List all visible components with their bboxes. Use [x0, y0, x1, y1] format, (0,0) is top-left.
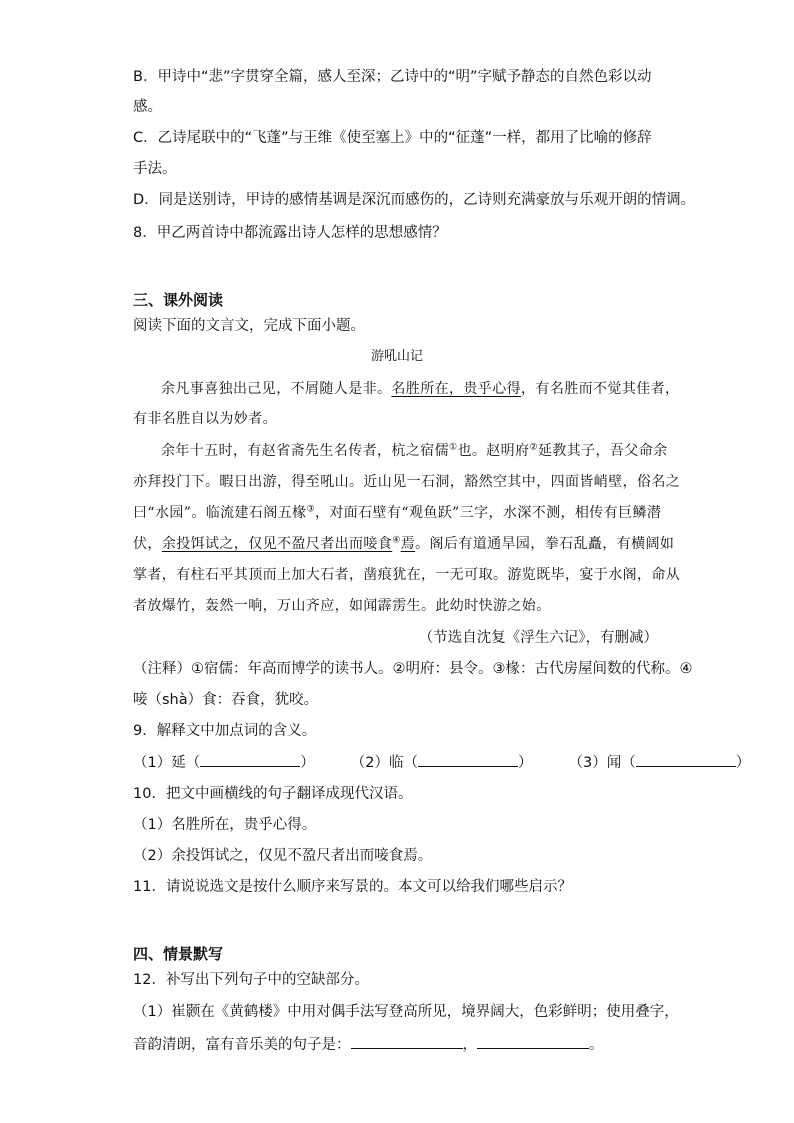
q10-question: 10．把文中画横线的句子翻译成现代汉语。: [133, 786, 413, 802]
passage-text: ，有名胜而不觉其佳者，: [521, 381, 680, 397]
passage-p2-line6: 者放爆竹，轰然一响，万山齐应，如闻霹雳生。此幼时快游之始。: [133, 598, 551, 614]
section3-heading: 三、课外阅读: [133, 291, 224, 309]
footnote-marker-2: ②: [529, 442, 538, 453]
q10-item-1: （1）名胜所在，贵乎心得。: [133, 817, 317, 833]
q7-option-b-line1: B．甲诗中“悲”字贯穿全篇，感人至深；乙诗中的“明”字赋予静态的自然色彩以动: [133, 69, 652, 85]
notes-line1: （注释）①宿儒：年高而博学的读书人。②明府：县令。③椽：古代房屋间数的代称。④: [133, 661, 693, 677]
passage-p2-line4: [133, 534, 674, 554]
passage-text: 也。赵明府: [457, 443, 530, 459]
q12-item-1-line2: [133, 1034, 604, 1055]
period: 。: [589, 1037, 604, 1053]
q9-item-1-label: （1）延（: [133, 755, 201, 771]
passage-p1-line1: [161, 379, 679, 399]
underlined-sentence-1: 名胜所在，贵乎心得: [391, 381, 522, 397]
q9-question: 9．解释文中加点词的含义。: [133, 723, 317, 739]
passage-text: ，对面石壁有“观鱼跃”三字，水深不测，相传有巨鳞潜: [314, 505, 662, 521]
passage-title: 游吼山记: [370, 349, 423, 364]
q12-blank-1[interactable]: [351, 1034, 463, 1049]
passage-p2-line1: [161, 441, 668, 461]
q9-item-3-label: （3）闻（: [568, 755, 636, 771]
comma: ，: [462, 1037, 477, 1053]
passage-p2-line5: 掌者，有柱石平其顶而上加大石者，凿痕犹在，一无可取。游览既毕，宴于水阁，命从: [133, 567, 681, 583]
passage-text: 余年十五时，有赵省斋先生名传者，杭之宿儒: [161, 443, 449, 459]
q12-blank-2[interactable]: [477, 1034, 589, 1049]
paren-close: ）: [735, 755, 751, 771]
passage-source: （节选自沈复《浮生六记》，有删减）: [418, 630, 658, 646]
q7-option-c-line2: 手法。: [133, 161, 177, 177]
passage-p1-line2: 有非名胜自以为妙者。: [133, 411, 277, 427]
underlined-sentence-2: 余投饵试之，仅见不盈尺者出而唼食: [161, 536, 393, 552]
passage-p2-line2: 亦拜投门下。暇日出游，得至吼山。近山见一石洞，豁然空其中，四面皆峭壁，俗名之: [133, 474, 681, 490]
q9-items: [133, 752, 750, 773]
underlined-sentence-2-end: 焉: [400, 536, 416, 552]
q12-item-1-line1: （1）崔颢在《黄鹤楼》中用对偶手法写登高所见，境界阔大，色彩鲜明；使用叠字，: [133, 1004, 679, 1020]
q7-option-d: D．同是送别诗，甲诗的感情基调是深沉而感伤的，乙诗则充满豪放与乐观开朗的情调。: [133, 192, 696, 208]
paren-close: ）: [300, 755, 315, 771]
q9-item-1-blank[interactable]: [200, 752, 300, 767]
section3-intro: 阅读下面的文言文，完成下面小题。: [133, 318, 365, 334]
q7-option-b-line2: 感。: [133, 99, 162, 115]
notes-line2: 唼（shà）食：吞食，犹咬。: [133, 692, 319, 708]
passage-text: 曰“水园”。临流建石阁五椽: [133, 505, 307, 521]
q11-question: 11．请说说选文是按什么顺序来写景的。本文可以给我们哪些启示？: [133, 879, 572, 895]
passage-text: 伏，: [133, 536, 162, 552]
passage-p2-line3: [133, 503, 661, 523]
footnote-marker-3: ③: [306, 504, 315, 515]
passage-text: 余凡事喜独出己见，不屑随人是非。: [161, 381, 392, 397]
q10-item-2: （2）余投饵试之，仅见不盈尺者出而唼食焉。: [133, 848, 433, 864]
passage-text: 延教其子，吾父命余: [537, 443, 668, 459]
passage-text: 。阁后有道通旱园，拳石乱矗，有横阔如: [415, 536, 675, 552]
q7-option-c-line1: C．乙诗尾联中的“飞蓬”与王维《使至塞上》中的“征蓬”一样，都用了比喻的修辞: [133, 130, 652, 146]
q9-item-3-blank[interactable]: [636, 752, 736, 767]
q9-item-2-blank[interactable]: [418, 752, 518, 767]
q12-question: 12．补写出下列句子中的空缺部分。: [133, 972, 369, 988]
q9-item-2-label: （2）临（: [350, 755, 418, 771]
section4-heading: 四、情景默写: [133, 945, 224, 963]
q12-item-1-prompt: 音韵清朗，富有音乐美的句子是：: [133, 1037, 351, 1053]
footnote-marker-4: ④: [392, 535, 401, 546]
footnote-marker-1: ①: [449, 442, 458, 453]
q8-question: 8．甲乙两首诗中都流露出诗人怎样的思想感情？: [133, 225, 447, 241]
paren-close: ）: [517, 755, 533, 771]
